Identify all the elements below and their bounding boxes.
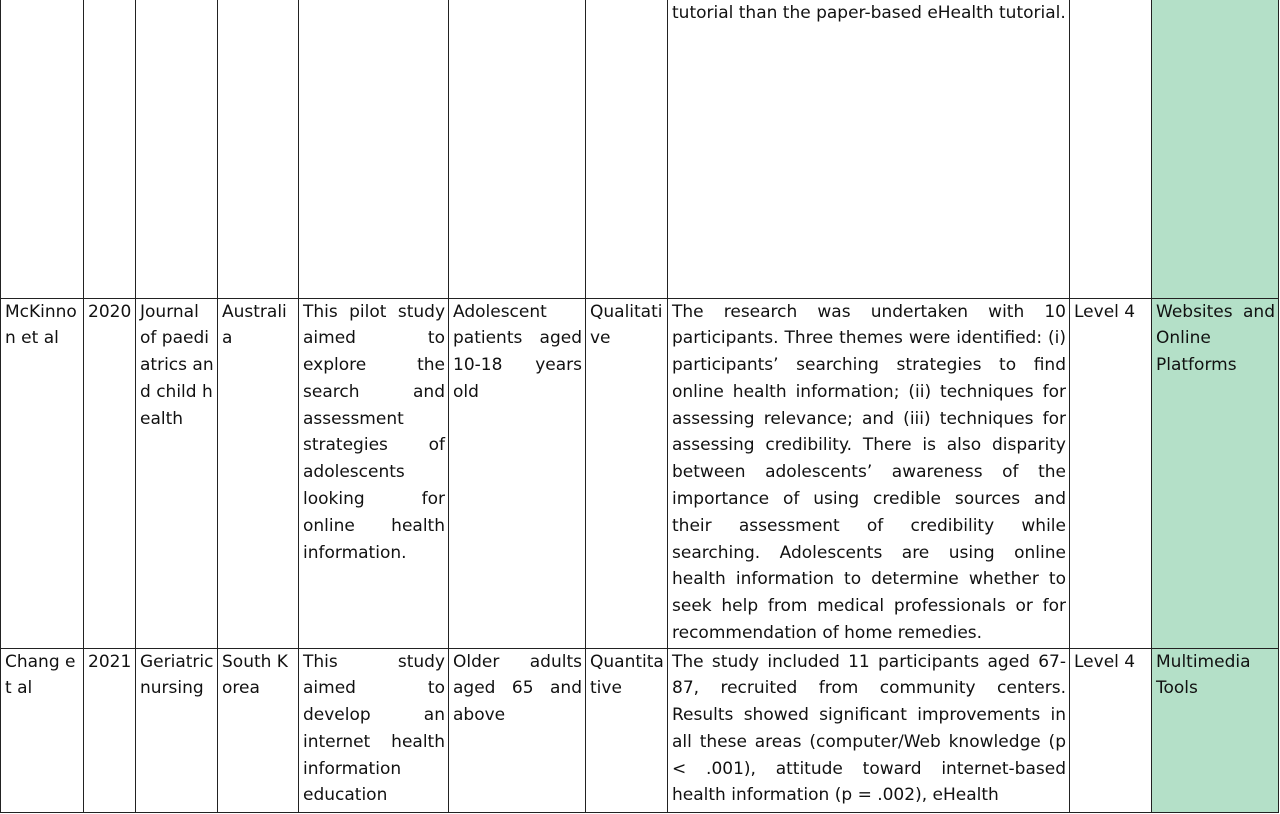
evidence-level-cell: Level 4 xyxy=(1070,298,1152,648)
intervention-category-cell xyxy=(1152,0,1279,298)
evidence-level-cell xyxy=(1070,0,1152,298)
intervention-category-cell: Websites and Online Platforms xyxy=(1152,298,1279,648)
aim-cell: This study aimed to develop an internet health information education xyxy=(299,648,449,812)
journal-cell: Journal of paediatrics and child health xyxy=(136,298,218,648)
year-cell: 2021 xyxy=(84,648,136,812)
design-cell: Quantitative xyxy=(586,648,668,812)
journal-cell xyxy=(136,0,218,298)
population-cell: Adolescent patients aged 10-18 years old xyxy=(449,298,586,648)
journal-cell: Geriatric nursing xyxy=(136,648,218,812)
intervention-category-cell: Multimedia Tools xyxy=(1152,648,1279,812)
author-cell: Chang et al xyxy=(1,648,84,812)
author-cell xyxy=(1,0,84,298)
aim-cell xyxy=(299,0,449,298)
year-cell xyxy=(84,0,136,298)
country-cell: South Korea xyxy=(218,648,299,812)
findings-cell: The research was undertaken with 10 participants. Three themes were identified: (i) participants’ searching strategies to find online health information; (ii) techniques for assessing relevance; and (iii) techniques for assessing credibility. There is also disparity between adolescents’ awareness of the importance of using credible sources and their assessment of credibility while searching. Adolescents are using online health information to determine whether to seek help from medical professionals or for recommendation of home remedies. xyxy=(668,298,1070,648)
evidence-level-cell: Level 4 xyxy=(1070,648,1152,812)
design-cell: Qualitative xyxy=(586,298,668,648)
country-cell: Australia xyxy=(218,298,299,648)
findings-cell: tutorial than the paper-based eHealth tutorial. xyxy=(668,0,1070,298)
table-row xyxy=(1,648,1279,812)
table-row xyxy=(1,298,1279,648)
design-cell xyxy=(586,0,668,298)
aim-cell: This pilot study aimed to explore the search and assessment strategies of adolescents looking for online health information. xyxy=(299,298,449,648)
country-cell xyxy=(218,0,299,298)
findings-cell: The study included 11 participants aged 67-87, recruited from community centers. Results showed significant improvements in all these areas (computer/Web knowledge (p < .001), attitude toward internet-based health information (p = .002), eHealth xyxy=(668,648,1070,812)
year-cell: 2020 xyxy=(84,298,136,648)
population-cell xyxy=(449,0,586,298)
table-row xyxy=(1,0,1279,298)
population-cell: Older adults aged 65 and above xyxy=(449,648,586,812)
author-cell: McKinnon et al xyxy=(1,298,84,648)
